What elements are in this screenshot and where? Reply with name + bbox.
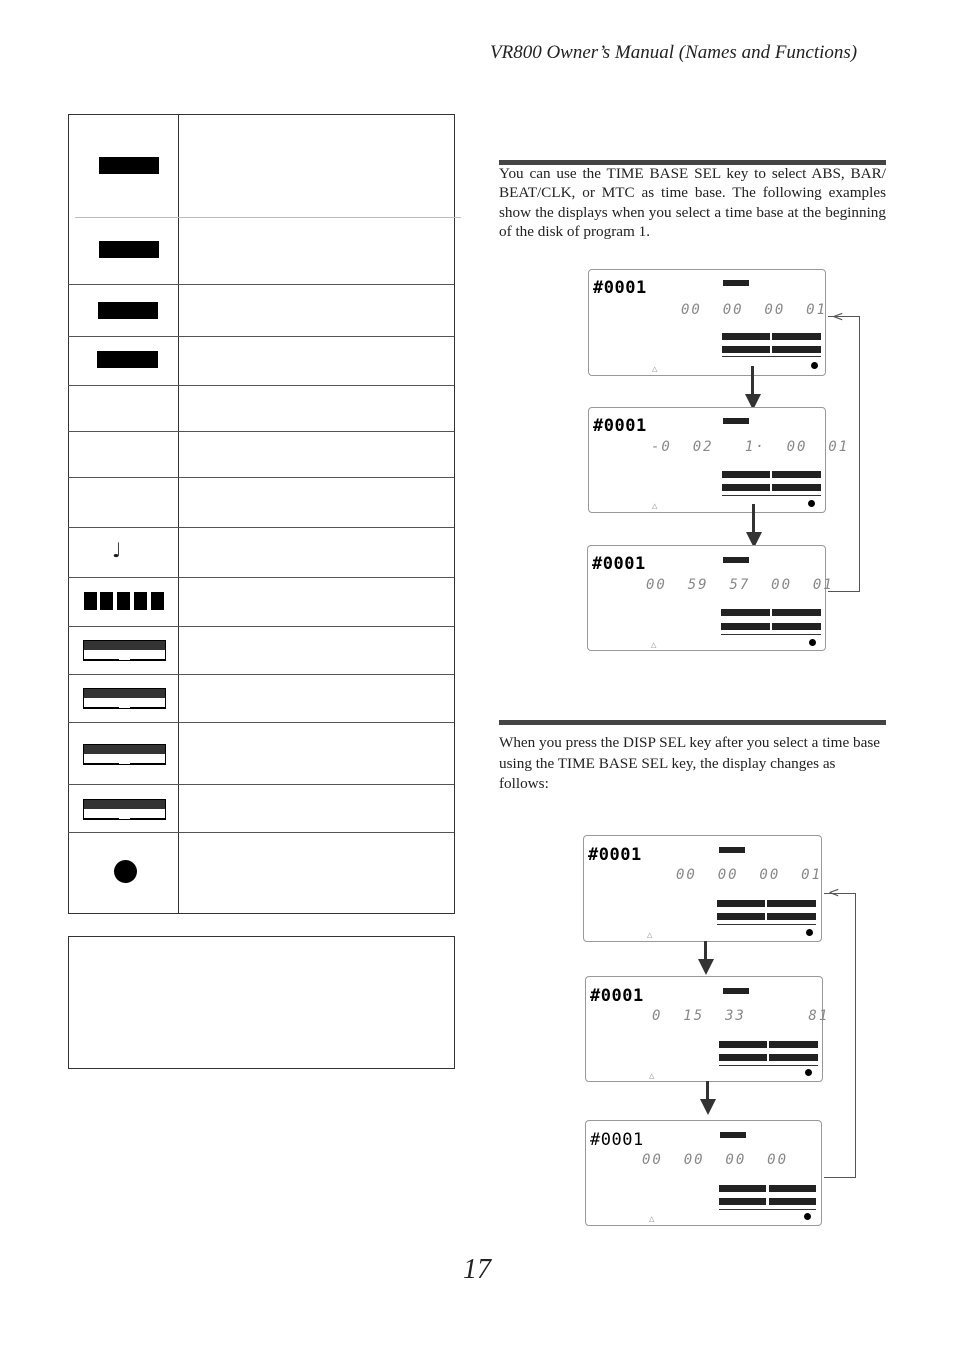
indicator-black-bar-icon [99,157,159,174]
table-row-divider [68,431,454,432]
lcd-record-led [809,639,816,646]
lcd-record-led [806,929,813,936]
lcd-time-readout: -0 02 1· 00 01 [651,439,850,455]
down-arrow-icon [704,941,707,961]
table-row-divider [68,284,454,285]
lcd-triangle-icon: △ [651,641,657,649]
indicator-black-bar-icon [98,302,158,319]
lcd-triangle-icon: △ [652,502,658,510]
page-number: 17 [463,1254,491,1285]
lcd-time-readout: 0 15 33 81 [652,1008,830,1024]
lcd-display-mtc [587,545,834,651]
table-row-divider [68,336,454,337]
lcd-meter-line [717,924,816,925]
lcd-meter-bar [772,333,821,340]
table-row-divider [68,626,454,627]
lcd-record-led [804,1213,811,1220]
lcd-display-bar-beat [588,407,850,513]
lcd-program-number: #0001 [593,278,647,298]
indicator-table [68,114,455,914]
table-row-divider [68,477,454,478]
lcd-indicator-bar [723,988,749,994]
lcd-indicator-bar [723,557,749,563]
lcd-meter-bar [772,484,821,491]
down-arrow-icon [752,504,755,534]
lcd-meter-bar [772,609,821,616]
lcd-indicator-bar [719,847,745,853]
lcd-program-number: #0001 [590,1130,644,1150]
lcd-record-led [808,500,815,507]
lcd-meter-bar [772,623,821,630]
lcd-meter-bar [722,471,770,478]
down-arrow-icon [706,1081,709,1101]
lcd-meter-line [719,1209,816,1210]
lcd-meter-bar [769,1054,818,1061]
lcd-triangle-icon: △ [649,1215,655,1223]
lcd-program-number: #0001 [590,986,644,1006]
lcd-meter-bar [721,609,770,616]
lcd-display-1 [583,835,822,942]
loop-back-arrow-icon: < [828,885,840,901]
table-column-divider [178,114,179,914]
lcd-meter-line [721,634,821,635]
lcd-time-readout: 00 00 00 01 [681,302,828,318]
lcd-indicator-bar [723,418,749,424]
lcd-indicator-bar [720,1132,746,1138]
table-row-divider [68,832,454,833]
indicator-black-bar-icon [97,351,158,368]
lcd-meter-bar [719,1185,766,1192]
table-row-divider [68,577,454,578]
lcd-meter-bar [719,1041,767,1048]
lcd-meter-bar [717,913,765,920]
lcd-meter-bar [722,333,770,340]
table-row-divider [68,722,454,723]
note-box [68,936,455,1069]
level-meter-icon [83,688,166,709]
note-icon: ♩ [112,538,122,562]
table-row-divider [68,674,454,675]
lcd-meter-bar [717,900,765,907]
lcd-triangle-icon: △ [649,1072,655,1080]
loop-back-line [828,316,860,592]
table-row-divider [75,217,461,218]
lcd-meter-line [722,356,821,357]
lcd-program-number: #0001 [593,416,647,436]
lcd-meter-bar [722,346,770,353]
record-dot-icon [114,860,137,883]
disp-sel-paragraph: When you press the DISP SEL key after you select a time base using the TIME BASE SEL key, the display changes as follows: [499,734,880,792]
section-rule [499,720,886,725]
table-row-divider [68,385,454,386]
indicator-black-bar-icon [99,241,159,258]
lcd-meter-bar [769,1041,818,1048]
lcd-meter-bar [769,1198,816,1205]
lcd-time-readout: 00 00 00 01 [676,867,823,883]
lcd-meter-bar [772,346,821,353]
lcd-display-2 [585,976,830,1082]
lcd-meter-bar [721,623,770,630]
level-meter-icon [83,744,166,765]
lcd-meter-bar [767,900,816,907]
lcd-indicator-bar [723,280,749,286]
lcd-meter-bar [719,1198,766,1205]
lcd-triangle-icon: △ [647,931,653,939]
loop-back-arrow-icon: < [832,309,844,325]
time-base-paragraph: You can use the TIME BASE SEL key to select ABS, BAR/ BEAT/CLK, or MTC as time base. The following examples show the displays when you select a time base at the beginning of the disk of program 1. [499,165,886,241]
lcd-record-led [805,1069,812,1076]
lcd-display-abs [588,269,826,376]
segment-bar-icon [84,592,164,610]
lcd-meter-bar [722,484,770,491]
lcd-meter-line [722,495,821,496]
lcd-meter-bar [772,471,821,478]
down-arrow-head-icon [700,1099,716,1115]
lcd-time-readout: 00 59 57 00 01 [646,577,834,593]
lcd-meter-bar [719,1054,767,1061]
level-meter-icon [83,640,166,661]
down-arrow-icon [751,366,754,396]
level-meter-icon [83,799,166,820]
lcd-meter-bar [767,913,816,920]
page-header-title: VR800 Owner’s Manual (Names and Functions) [490,42,858,63]
lcd-display-3 [585,1120,822,1226]
lcd-triangle-icon: △ [652,365,658,373]
lcd-record-led [811,362,818,369]
lcd-meter-line [719,1065,818,1066]
table-row-divider [68,784,454,785]
loop-back-line [824,893,856,1178]
table-row-divider [68,527,454,528]
lcd-program-number: #0001 [592,554,646,574]
lcd-program-number: #0001 [588,845,642,865]
down-arrow-head-icon [698,959,714,975]
lcd-meter-bar [769,1185,816,1192]
lcd-time-readout: 00 00 00 00 [642,1152,789,1168]
